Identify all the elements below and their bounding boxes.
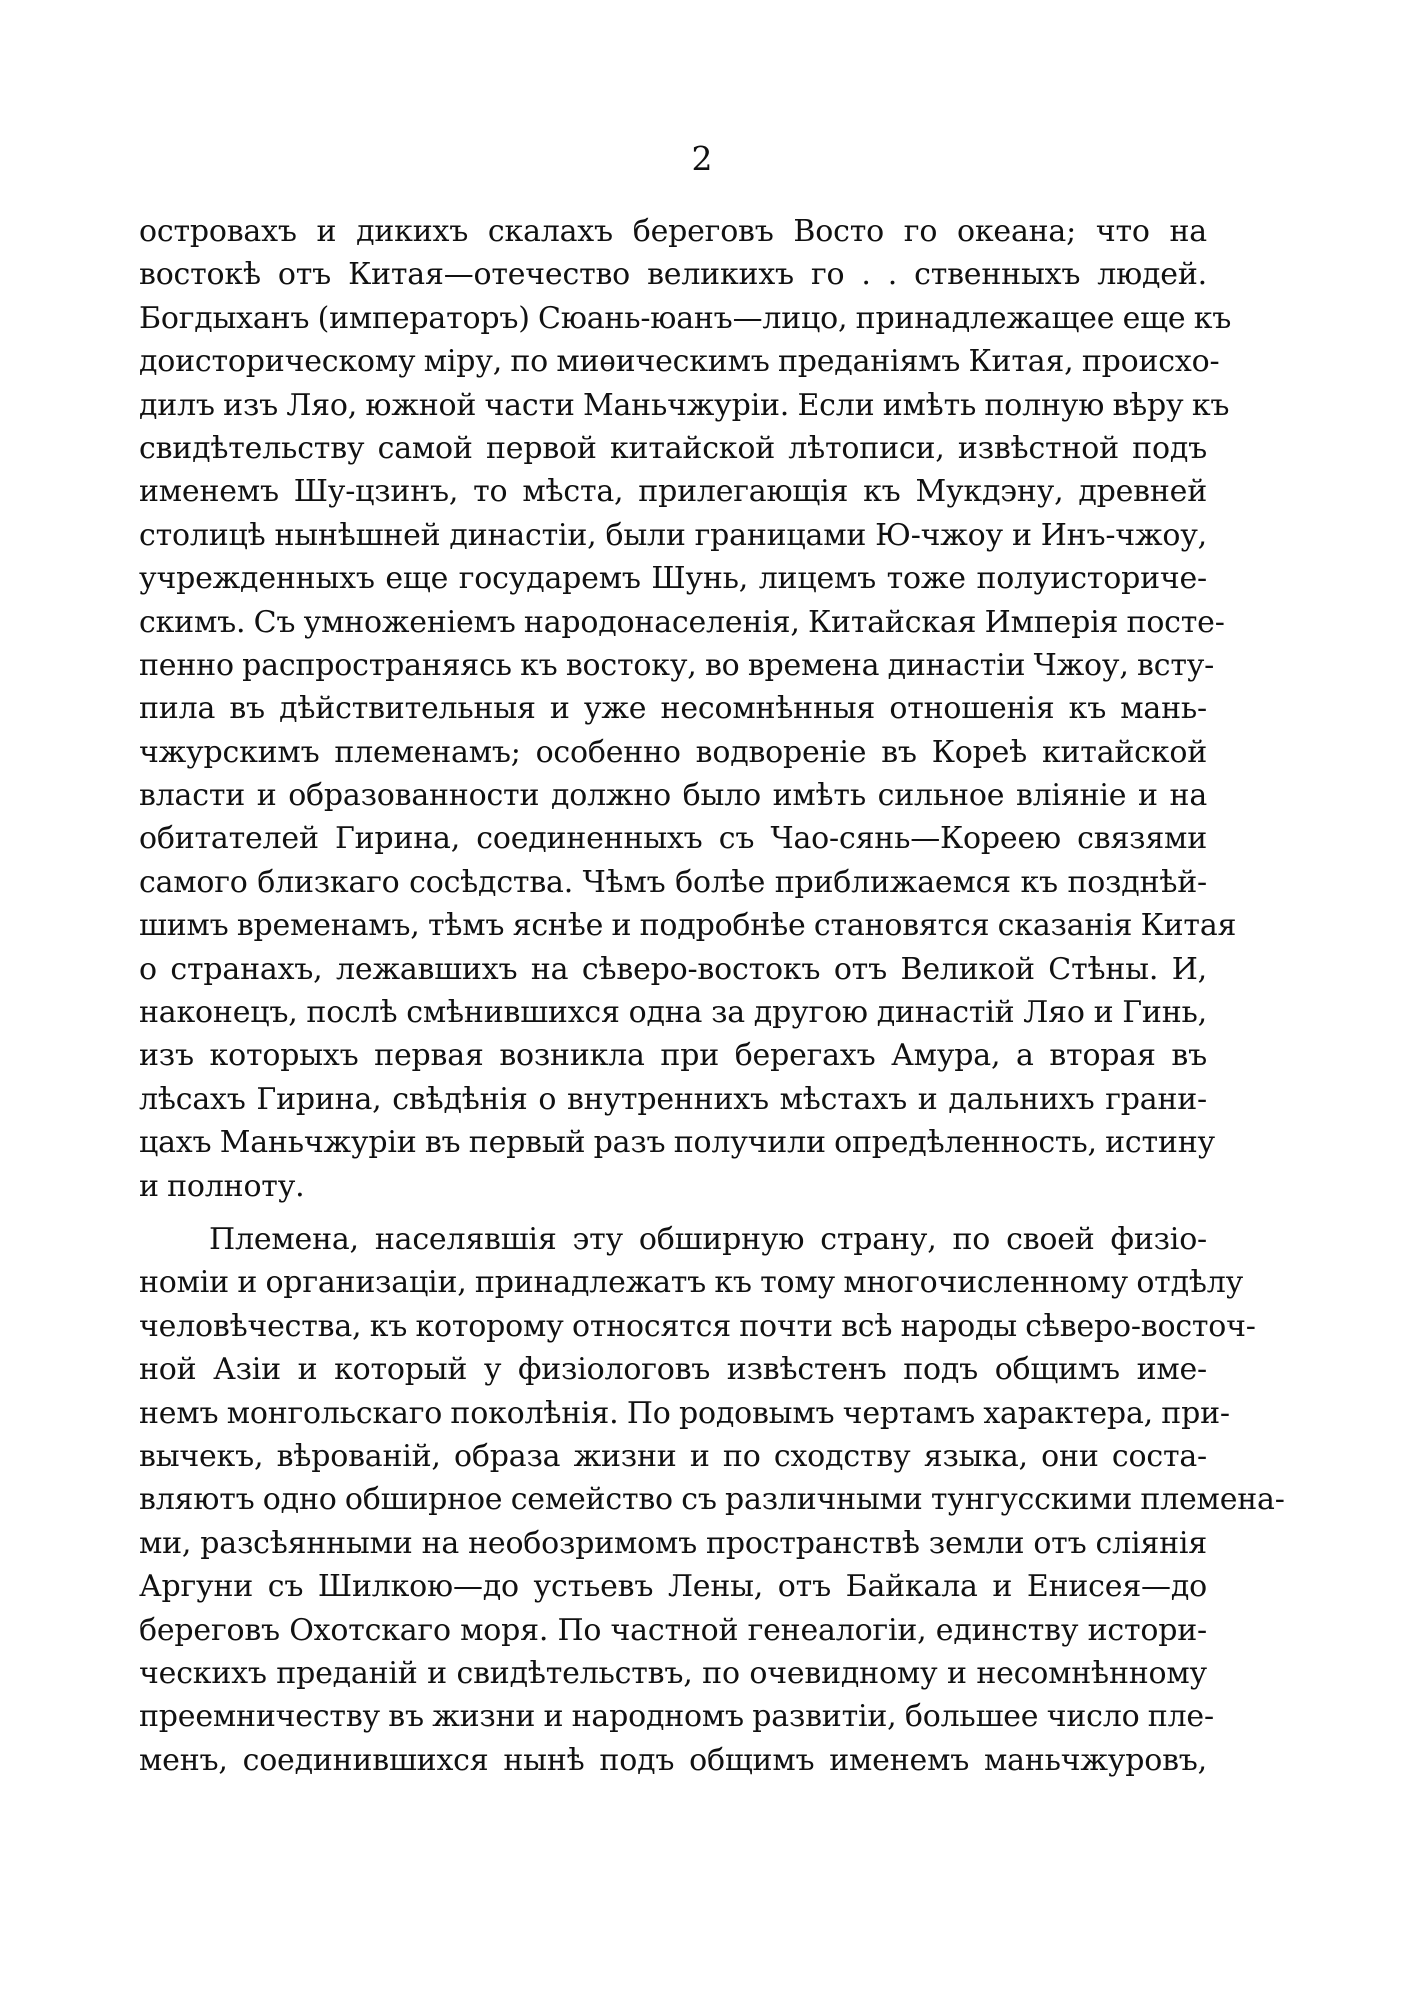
text-line: дилъ изъ Ляо, южной части Маньчжуріи. Если имѣть полную вѣру къ: [139, 387, 1230, 423]
text-line: пенно распространяясь къ востоку, во времена династіи Чжоу, всту-: [139, 647, 1215, 683]
text-line: пила въ дѣйствительныя и уже несомнѣнныя отношенія къ мань-: [139, 691, 1207, 727]
paragraph-gap: [139, 1208, 1207, 1218]
text-line: шимъ временамъ, тѣмъ яснѣе и подробнѣе становятся сказанія Китая: [139, 908, 1237, 944]
text-line: вляютъ одно обширное семейство съ различными тунгусскими племена-: [139, 1482, 1285, 1518]
text-line: чжурскимъ племенамъ; особенно водвореніе въ Кореѣ китайской: [139, 734, 1207, 770]
text-line: вычекъ, вѣрованій, образа жизни и по сходству языка, они соста-: [139, 1438, 1207, 1474]
text-line: береговъ Охотскаго моря. По частной генеалогіи, единству истори-: [139, 1612, 1207, 1648]
text-line: лѣсахъ Гирина, свѣдѣнія о внутреннихъ мѣстахъ и дальнихъ грани-: [139, 1081, 1207, 1117]
text-line: Племена, населявшія эту обширную страну, по своей физіо-: [209, 1221, 1207, 1257]
text-line: о странахъ, лежавшихъ на сѣверо-востокъ отъ Великой Стѣны. И,: [139, 951, 1207, 987]
text-line: скимъ. Съ умноженіемъ народонаселенія, Китайская Имперія посте-: [139, 604, 1225, 640]
text-line: Аргуни съ Шилкою—до устьевъ Лены, отъ Байкала и Енисея—до: [139, 1569, 1207, 1605]
text-line: изъ которыхъ первая возникла при берегахъ Амура, а вторая въ: [139, 1038, 1207, 1074]
text-line: преемничеству въ жизни и народномъ развитіи, большее число пле-: [139, 1699, 1214, 1735]
text-line: Богдыханъ (императоръ) Сюань-юанъ—лицо, принадлежащее еще къ: [139, 300, 1232, 336]
text-line: учрежденныхъ еще государемъ Шунь, лицемъ тоже полуисториче-: [139, 561, 1207, 597]
paragraph: [139, 1218, 1285, 1782]
text-line: именемъ Шу-цзинъ, то мѣста, прилегающія къ Мукдэну, древней: [139, 474, 1207, 510]
text-line: самого близкаго сосѣдства. Чѣмъ болѣе приближаемся къ позднѣй-: [139, 864, 1207, 900]
text-line: востокѣ отъ Китая—отечество великихъ го . . ственныхъ людей.: [139, 257, 1207, 293]
text-line: и полноту.: [139, 1168, 305, 1204]
text-line: обитателей Гирина, соединенныхъ съ Чао-сянь—Кореею связями: [139, 821, 1207, 857]
text-line: человѣчества, къ которому относятся почти всѣ народы сѣверо-восточ-: [139, 1308, 1256, 1344]
text-line: свидѣтельству самой первой китайской лѣтописи, извѣстной подъ: [139, 430, 1207, 466]
text-line: островахъ и дикихъ скалахъ береговъ Восто го океана; что на: [139, 214, 1207, 249]
body-text: [139, 210, 1285, 1782]
page-number: 2: [691, 139, 713, 178]
text-line: доисторическому міру, по миѳическимъ преданіямъ Китая, происхо-: [139, 344, 1220, 380]
paragraph: [139, 210, 1237, 1208]
text-line: цахъ Маньчжуріи въ первый разъ получили опредѣленность, истину: [139, 1125, 1215, 1161]
text-line: наконецъ, послѣ смѣнившихся одна за другою династій Ляо и Гинь,: [139, 995, 1207, 1031]
text-line: власти и образованности должно было имѣть сильное вліяніе и на: [139, 778, 1207, 814]
text-line: номіи и организаціи, принадлежатъ къ тому многочисленному отдѣлу: [139, 1265, 1244, 1301]
text-line: ми, разсѣянными на необозримомъ пространствѣ земли отъ слiянія: [139, 1525, 1207, 1561]
text-line: менъ, соединившихся нынѣ подъ общимъ именемъ маньчжуровъ,: [139, 1742, 1207, 1778]
text-line: ческихъ преданій и свидѣтельствъ, по очевидному и несомнѣнному: [139, 1655, 1207, 1691]
text-line: столицѣ нынѣшней династіи, были границами Ю-чжоу и Инъ-чжоу,: [139, 517, 1207, 553]
text-line: ной Азіи и который у физіологовъ извѣстенъ подъ общимъ име-: [139, 1352, 1207, 1388]
text-line: немъ монгольскаго поколѣнія. По родовымъ чертамъ характера, при-: [139, 1395, 1230, 1431]
